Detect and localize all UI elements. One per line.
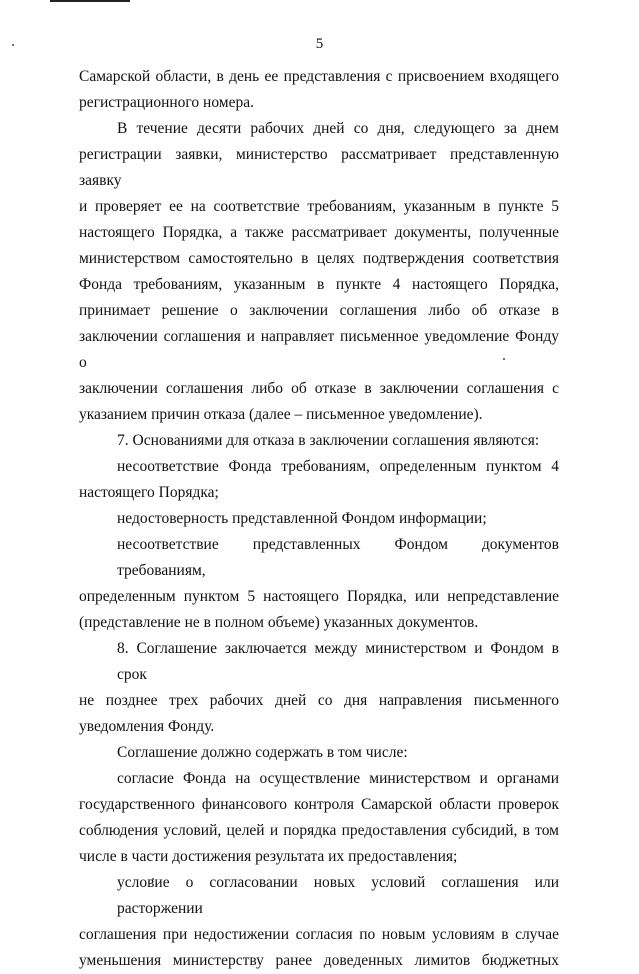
text-line: настоящего Порядка;: [79, 484, 219, 501]
text-line: числе в части достижения результата их предоставления;: [79, 848, 458, 865]
text-line: Самарской области, в день ее представления с присвоением входящего: [79, 68, 559, 85]
scan-edge-mark: [50, 0, 130, 2]
text-line: настоящего Порядка, а также рассматривает документы, полученные: [79, 224, 559, 241]
text-line: несоответствие Фонда требованиям, определенным пунктом 4: [117, 458, 559, 475]
text-line: (представление не в полном объеме) указанных документов.: [79, 614, 479, 631]
paragraph: [79, 636, 559, 740]
paragraph: [79, 454, 559, 506]
text-line: условие о согласовании новых условий соглашения или расторжении: [117, 874, 559, 917]
text-line: и проверяет ее на соответствие требованиям, указанным в пункте 5: [79, 198, 559, 215]
page-number: 5: [315, 36, 324, 52]
paragraph: [79, 64, 559, 116]
text-line: В течение десяти рабочих дней со дня, следующего за днем: [117, 120, 559, 137]
text-line: министерством самостоятельно в целях подтверждения соответствия: [79, 250, 559, 267]
paragraph: [79, 506, 559, 532]
text-line: соглашения при недостижении согласия по новым условиям в случае: [79, 926, 559, 943]
paragraph: [79, 766, 559, 870]
text-line: уведомления Фонду.: [79, 718, 215, 735]
paragraph: [79, 116, 559, 428]
text-line: несоответствие представленных Фондом документов требованиям,: [117, 536, 559, 579]
text-line: 8. Соглашение заключается между министерством и Фондом в срок: [117, 640, 559, 683]
text-line: регистрационного номера.: [79, 94, 254, 111]
text-line: регистрации заявки, министерство рассматривает представленную заявку: [79, 146, 559, 189]
paragraph: [79, 740, 559, 766]
paragraph: [79, 870, 559, 974]
text-line: Фонда требованиям, указанным в пункте 4 настоящего Порядка,: [79, 276, 559, 293]
paragraph: [79, 428, 559, 454]
text-line: указанием причин отказа (далее – письменное уведомление).: [79, 406, 483, 423]
text-line: принимает решение о заключении соглашения либо об отказе в: [79, 302, 559, 319]
text-line: согласие Фонда на осуществление министерством и органами: [117, 770, 559, 787]
text-line: государственного финансового контроля Самарской области проверок: [79, 796, 559, 813]
text-line: недостоверность представленной Фондом информации;: [117, 510, 487, 527]
text-line: 7. Основаниями для отказа в заключении соглашения являются:: [117, 432, 540, 449]
text-line: не позднее трех рабочих дней со дня направления письменного: [79, 692, 559, 709]
text-line: определенным пунктом 5 настоящего Порядка, или непредставление: [79, 588, 559, 605]
document-body: [79, 64, 559, 974]
text-line: заключении соглашения либо об отказе в заключении соглашения с: [79, 380, 559, 397]
paragraph: [79, 532, 559, 636]
text-line: Соглашение должно содержать в том числе:: [117, 744, 408, 761]
text-line: уменьшения министерству ранее доведенных лимитов бюджетных: [79, 952, 559, 969]
text-line: соблюдения условий, целей и порядка предоставления субсидий, в том: [79, 822, 559, 839]
text-line: заключении соглашения и направляет письменное уведомление Фонду о: [79, 328, 559, 371]
